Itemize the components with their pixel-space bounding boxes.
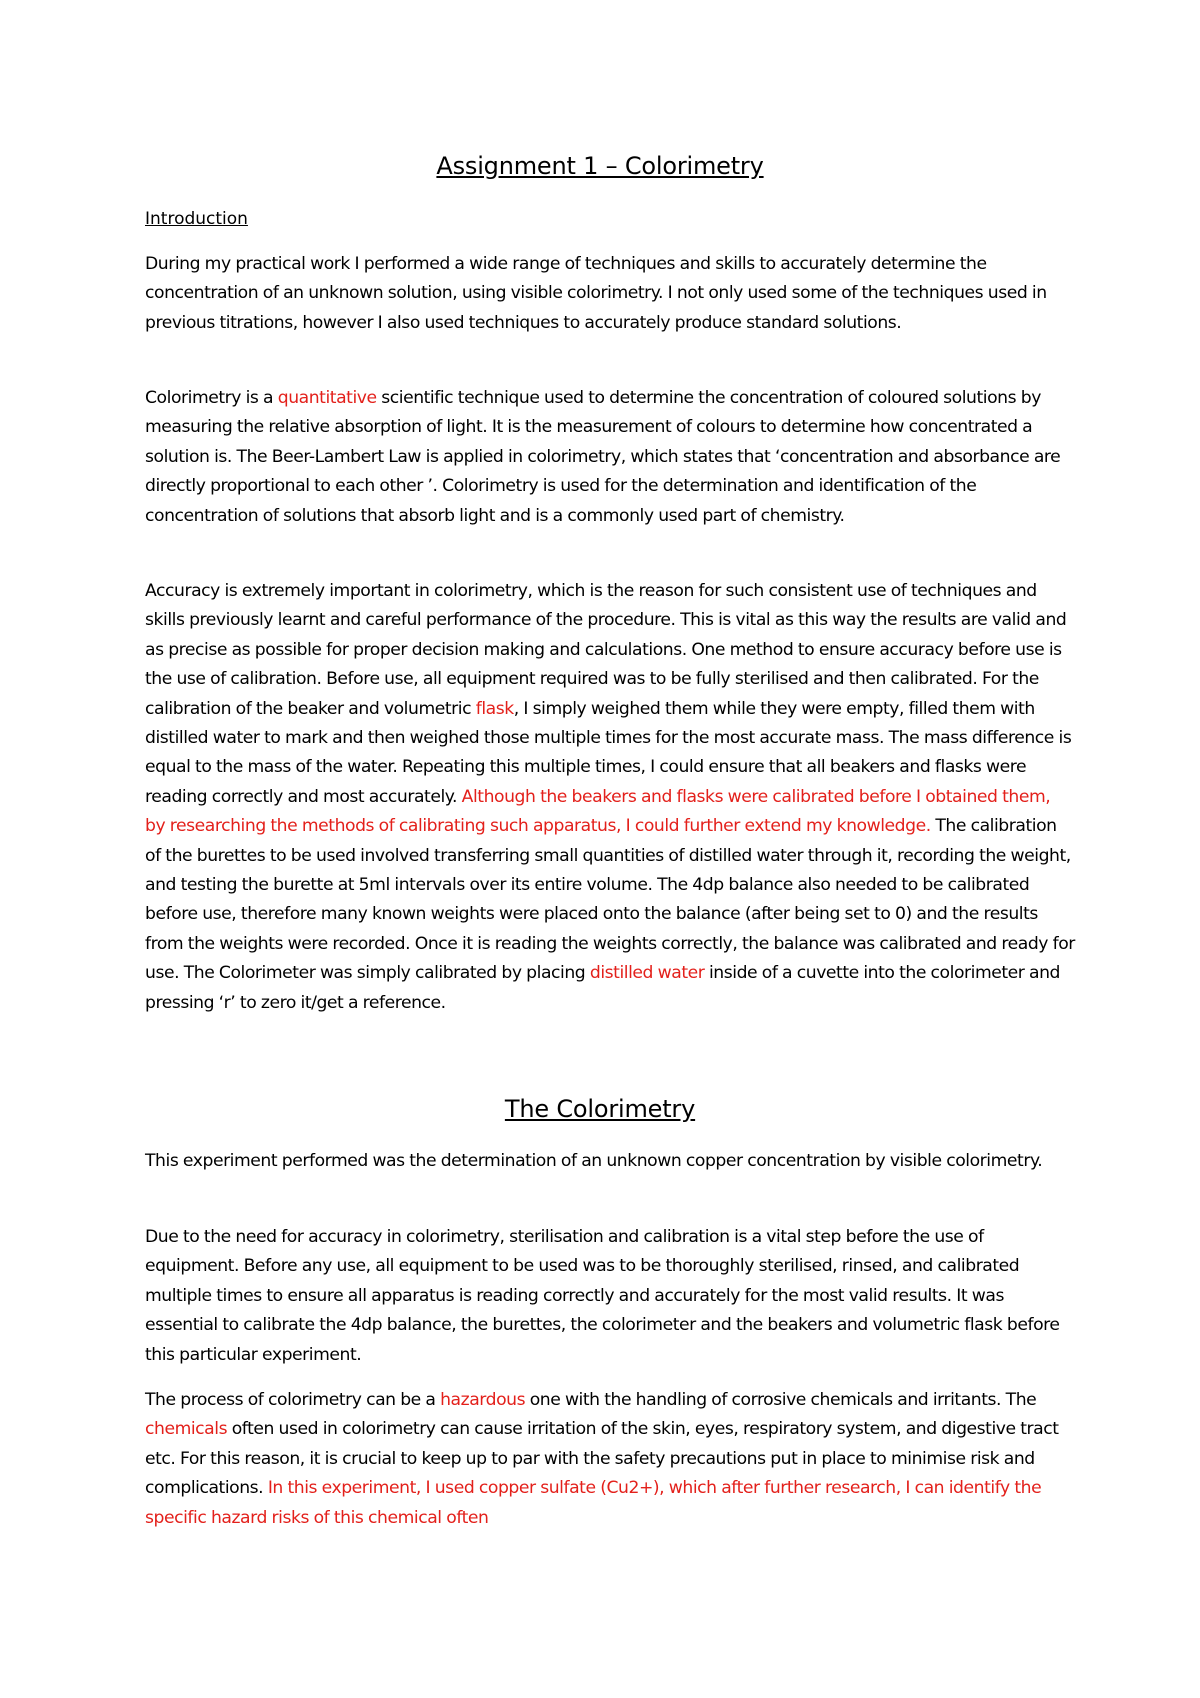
highlighted-text: Although the beakers and flasks were calibrated before I obtained them, by researching the methods of calibrating such apparatus, I could further extend my knowledge. bbox=[145, 786, 1051, 837]
text-run: The process of colorimetry can be a bbox=[145, 1390, 441, 1410]
text-run: The calibration of the burettes to be used involved transferring small quantities of distilled water through it, recording the weight, and testing the burette at 5ml intervals over its entire volume. The 4dp balance also needed to be calibrated before use, therefore many known weights were placed onto the balance (after being set to 0) and the results from the weights were recorded. Once it is reading the weights correctly, the balance was calibrated and ready for use. The Colorimeter was simply calibrated by placing bbox=[145, 816, 1075, 984]
highlighted-text: chemicals bbox=[145, 1419, 228, 1440]
text-run: , I simply weighed them while they were empty, filled them with distilled water to mark and then weighed those multiple times for the most accurate mass. The mass difference is equal to the mass of the water. Repeating this multiple times, I could ensure that all beakers and flasks were reading correctly and most accurately. bbox=[145, 698, 1072, 807]
text-run: This experiment performed was the determination of an unknown copper concentration by visible colorimetry. bbox=[145, 1151, 1043, 1171]
section-heading: The Colorimetry bbox=[504, 1095, 696, 1123]
paragraph-sterilisation bbox=[145, 1223, 1075, 1370]
text-run: one with the handling of corrosive chemicals and irritants. The bbox=[525, 1390, 1037, 1410]
highlighted-text: flask bbox=[475, 698, 514, 719]
highlighted-text: hazardous bbox=[440, 1390, 526, 1410]
text-run: Due to the need for accuracy in colorimetry, sterilisation and calibration is a vital step before the use of equipment. Before any use, all equipment to be used was to be thoroughly sterilised, rinsed, and calibrated multiple times to ensure all apparatus is reading correctly and accurately for the most valid results. It was essential to calibrate the 4dp balance, the burettes, the colorimeter and the beakers and volumetric flask before this particular experiment. bbox=[145, 1227, 1060, 1365]
text-run: inside of a cuvette into the colorimeter and pressing ‘r’ to zero it/get a reference. bbox=[145, 963, 1060, 1013]
text-run: scientific technique used to determine the concentration of coloured solutions by measuring the relative absorption of light. It is the measurement of colours to determine how concentrated a solution is. The Beer-Lambert Law is applied in colorimetry, which states that ‘concentration and absorbance are directly proportional to each other ’. Colorimetry is used for the determination and identification of the concentration of solutions that absorb light and is a commonly used part of chemistry. bbox=[145, 388, 1061, 526]
paragraph-colorimetry-definition bbox=[145, 384, 1075, 531]
document-title: Assignment 1 – Colorimetry bbox=[436, 152, 764, 180]
highlighted-text: distilled water bbox=[589, 963, 705, 984]
highlighted-text: quantitative bbox=[277, 388, 377, 408]
paragraph-experiment-summary bbox=[145, 1147, 1075, 1176]
text-run: Accuracy is extremely important in colorimetry, which is the reason for such consistent use of techniques and skills previously learnt and careful performance of the procedure. This is vital as this way the results are valid and as precise as possible for proper decision making and calculations. One method to ensure accuracy before use is the use of calibration. Before use, all equipment required was to be fully sterilised and then calibrated. For the calibration of the beaker and volumetric bbox=[145, 581, 1067, 719]
paragraph-hazards bbox=[145, 1386, 1075, 1533]
paragraph-accuracy-calibration bbox=[145, 577, 1075, 1018]
text-run: During my practical work I performed a wide range of techniques and skills to accurately determine the concentration of an unknown solution, using visible colorimetry. I not only used some of the techniques used in previous titrations, however I also used techniques to accurately produce standard solutions. bbox=[145, 254, 1047, 333]
text-run: often used in colorimetry can cause irritation of the skin, eyes, respiratory system, and digestive tract etc. For this reason, it is crucial to keep up to par with the safety precautions put in place to minimise risk and complications. bbox=[145, 1419, 1059, 1499]
highlighted-text: In this experiment, I used copper sulfate (Cu2+), which after further research, I can identify the specific hazard risks of this chemical often bbox=[145, 1478, 1042, 1528]
introduction-heading: Introduction bbox=[145, 209, 248, 229]
text-run: Colorimetry is a bbox=[145, 388, 278, 408]
paragraph-introduction bbox=[145, 250, 1075, 338]
